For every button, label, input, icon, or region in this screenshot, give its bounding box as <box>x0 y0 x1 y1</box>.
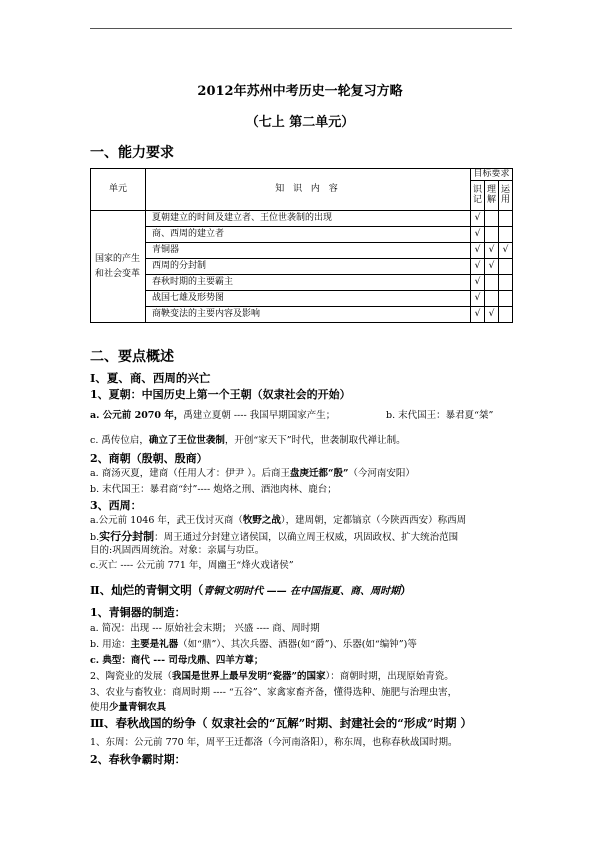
mark-cell <box>485 227 499 243</box>
mark-cell <box>499 259 513 275</box>
mark-cell: √ <box>499 243 513 259</box>
header-target: 目标要求 <box>471 169 513 181</box>
part1-item3-b-purpose: 目的:巩固西周统治。对象：亲属与功臣。 <box>90 545 265 556</box>
mark-cell <box>485 291 499 307</box>
mark-cell: √ <box>485 307 499 323</box>
table-row-item: 青铜器 <box>146 243 471 259</box>
mark-cell <box>499 211 513 227</box>
mark-cell: √ <box>471 291 485 307</box>
part1-item1-b: b. 末代国王：暴君夏“桀” <box>386 410 494 421</box>
document-title: 2012年苏州中考历史一轮复习方略 <box>197 84 403 99</box>
part1-item1: 1、夏朝：中国历史上第一个王朝（奴隶社会的开始） <box>90 388 351 401</box>
requirements-table <box>90 168 513 323</box>
part3-item2: 2、春秋争霸时期： <box>90 753 186 766</box>
mark-cell: √ <box>485 259 499 275</box>
part3-item1: 1、东周：公元前 770 年，周平王迁都洛（今河南洛阳），称东周，也称春秋战国时期。 <box>90 737 458 748</box>
part1-item2-a: a. 商汤灭夏，建商（任用人才：伊尹 ）。后商王盘庚迁都“殷”（今河南安阳） <box>90 468 415 479</box>
part1-item3-a: a.公元前 1046 年，武王伐讨灭商（牧野之战），建周朝，定都镐京（今陕西西安）称西周 <box>90 515 467 526</box>
mark-cell: √ <box>485 243 499 259</box>
mark-cell: √ <box>471 211 485 227</box>
part1-item3: 3、西周： <box>90 499 142 512</box>
document-subtitle: （七上 第二单元） <box>245 115 355 130</box>
mark-cell <box>499 291 513 307</box>
part1-item3-b: b.实行分封制：周王通过分封建立诸侯国，以确立周王权威，巩固政权、扩大统治范围 <box>90 530 459 543</box>
table-row-item: 商、西周的建立者 <box>146 227 471 243</box>
part2-item3: 3、农业与畜牧业：商周时期 ---- “五谷”、家禽家畜齐备，懂得选种、施肥与治理虫害， <box>90 687 458 698</box>
part1-item1-a: a. 公元前 2070 年，禹建立夏朝 ---- 我国早期国家产生； <box>90 410 336 421</box>
header-understand: 理解 <box>485 181 499 211</box>
mark-cell: √ <box>471 227 485 243</box>
header-unit: 单元 <box>91 169 146 211</box>
mark-cell <box>485 211 499 227</box>
part1-item2: 2、商朝（殷朝、殷商） <box>90 452 208 465</box>
part2-item1-c: c. 典型：商代 --- 司母戊鼎、四羊方尊； <box>90 655 264 666</box>
header-apply: 运用 <box>499 181 513 211</box>
mark-cell: √ <box>471 275 485 291</box>
mark-cell: √ <box>471 259 485 275</box>
mark-cell: √ <box>471 307 485 323</box>
table-row-item: 战国七雄及形势图 <box>146 291 471 307</box>
part1-title: Ⅰ、夏、商、西周的兴亡 <box>90 371 211 385</box>
part2-item1: 1、青铜器的制造： <box>90 606 186 619</box>
part2-item1-a: a. 简况：出现 --- 原始社会末期； 兴盛 ---- 商、周时期 <box>90 623 320 634</box>
mark-cell <box>499 227 513 243</box>
mark-cell <box>499 307 513 323</box>
part1-item1-c: c. 禹传位启，确立了王位世袭制，开创“家天下”时代，世袭制取代禅让制。 <box>90 435 406 446</box>
part2-title: Ⅱ、灿烂的青铜文明（青铜文明时代 —— 在中国指夏、商、周时期） <box>90 583 412 597</box>
table-row-item: 西周的分封制 <box>146 259 471 275</box>
header-knowledge: 知 识 内 容 <box>146 169 471 211</box>
table-row-item: 商鞅变法的主要内容及影响 <box>146 307 471 323</box>
part1-item2-b: b. 末代国王：暴君商“纣”---- 炮烙之刑、酒池肉林、鹿台； <box>90 484 337 495</box>
part3-title: Ⅲ、春秋战国的纷争（ 奴隶社会的“瓦解”时期、封建社会的“形成”时期 ） <box>90 716 472 730</box>
unit-cell: 国家的产生和社会变革 <box>91 211 146 323</box>
section-heading-ability: 一、能力要求 <box>90 145 174 161</box>
table-row-item: 夏朝建立的时间及建立者、王位世袭制的出现 <box>146 211 471 227</box>
part2-item2: 2、陶瓷业的发展（我国是世界上最早发明“瓷器”的国家）：商朝时期，出现原始青瓷。 <box>90 671 454 682</box>
mark-cell <box>499 275 513 291</box>
table-row-item: 春秋时期的主要霸主 <box>146 275 471 291</box>
part2-item1-b: b. 用途：主要是礼器（如“鼎”）、其次兵器、酒器(如“爵”)、乐器(如“编钟”)等 <box>90 639 417 650</box>
section-heading-summary: 二、要点概述 <box>90 349 174 365</box>
part1-item3-c: c.灭亡 ---- 公元前 771 年，周幽王“烽火戏诸侯” <box>90 560 294 571</box>
header-memorize: 识记 <box>471 181 485 211</box>
header-rule <box>90 28 512 29</box>
part2-item3-cont: 使用少量青铜农具 <box>90 702 167 713</box>
mark-cell: √ <box>471 243 485 259</box>
mark-cell <box>485 275 499 291</box>
